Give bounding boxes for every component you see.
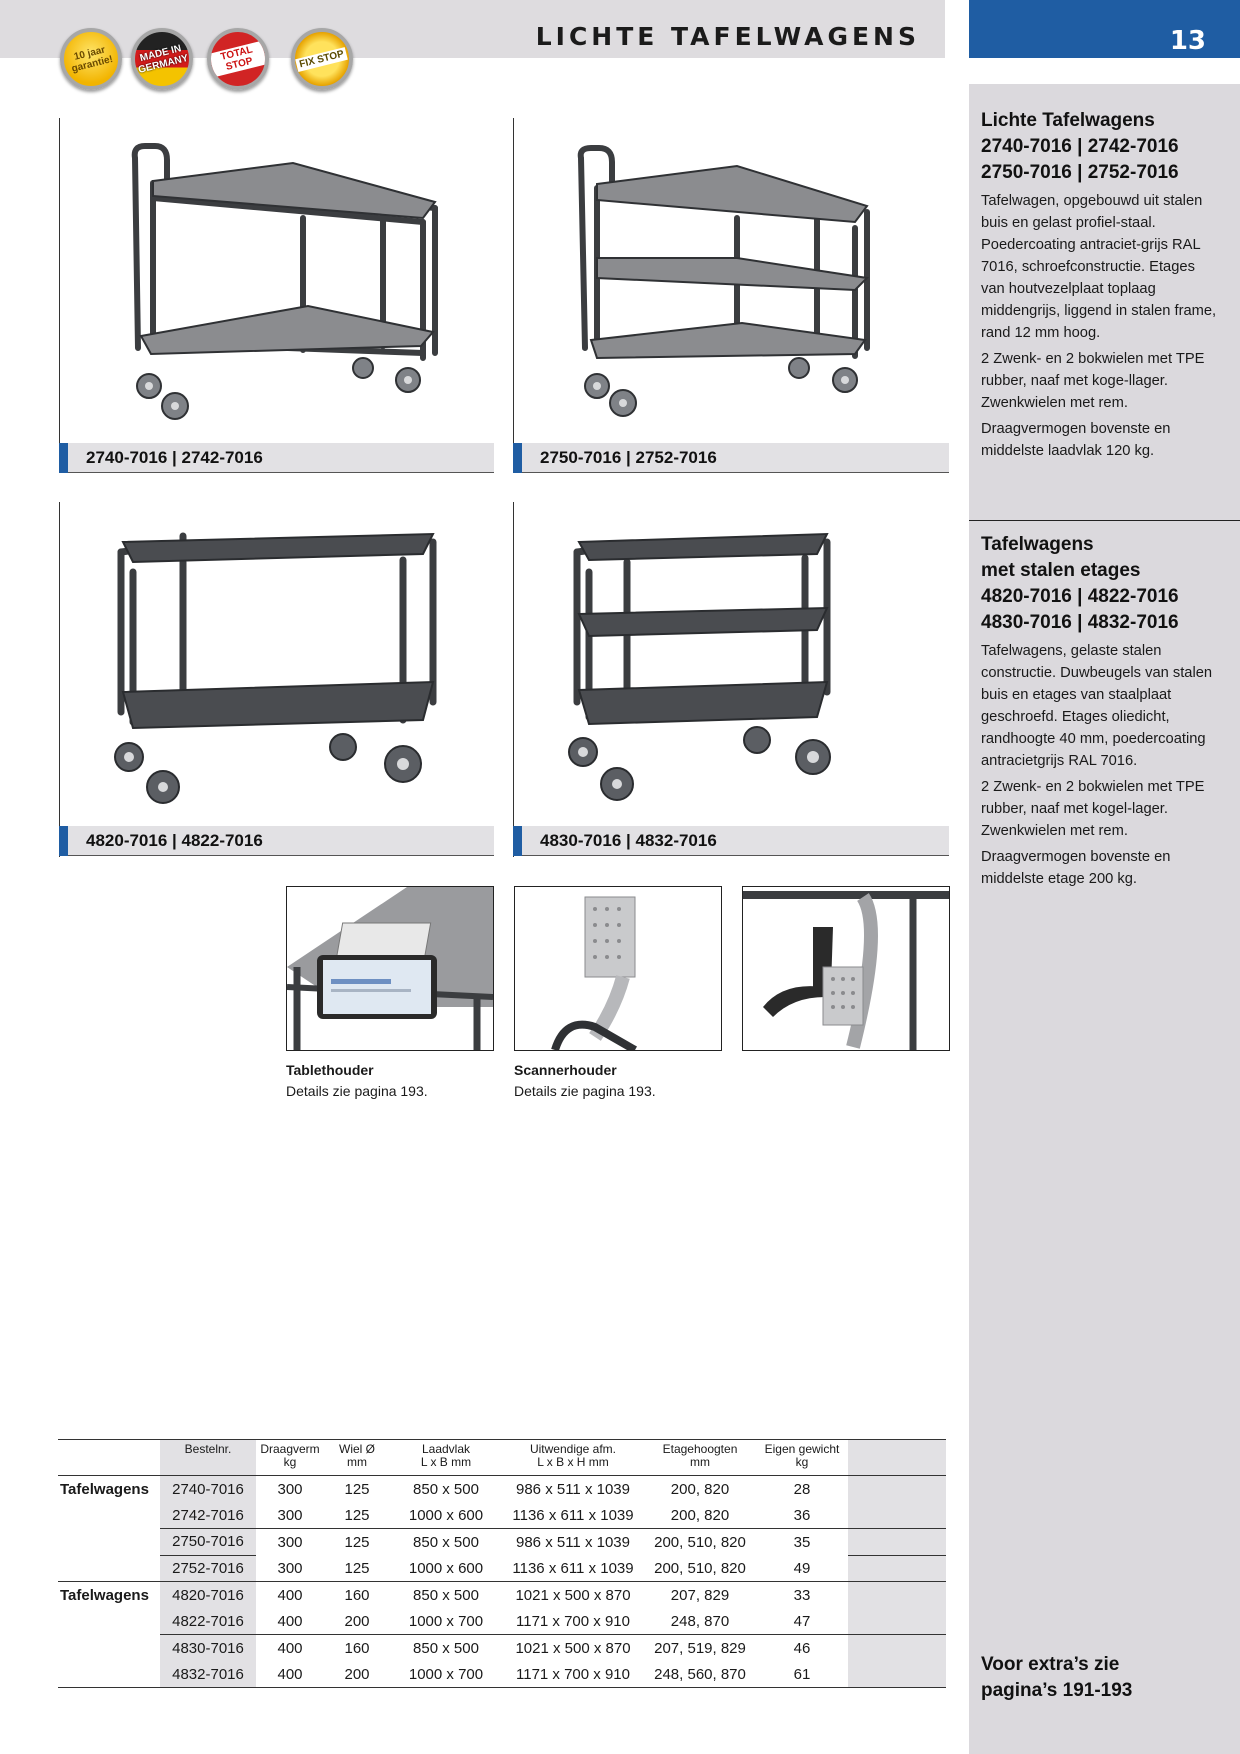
spec-sidebar xyxy=(969,84,1240,1754)
table-cell: 125 xyxy=(344,1480,370,1498)
table-cell-extra xyxy=(848,1608,946,1635)
header-label: Eigen gewicht xyxy=(764,1442,840,1456)
header-label: Draagverm xyxy=(260,1442,320,1456)
product-caption-bar xyxy=(513,443,949,473)
cart-three-tier-image xyxy=(517,118,949,438)
sidebar-heading-line: Tafelwagens xyxy=(981,534,1094,555)
table-cell: 1000 x 600 xyxy=(408,1506,484,1524)
total-stop-badge-icon xyxy=(207,28,269,90)
sidebar-heading-line: 2750-7016 | 2752-7016 xyxy=(981,162,1179,183)
sidebar-heading-line: 2740-7016 | 2742-7016 xyxy=(981,136,1179,157)
product-caption-bar xyxy=(59,443,494,473)
table-cell: 400 xyxy=(277,1612,303,1630)
table-group-label: Tafelwagens xyxy=(60,1480,149,1498)
table-cell: 2752-7016 xyxy=(160,1555,256,1582)
table-cell-extra xyxy=(848,1635,946,1662)
sidebar-heading xyxy=(981,108,1221,186)
badge-label: MADE IN GERMANY xyxy=(137,43,190,76)
table-cell-extra xyxy=(848,1582,946,1609)
table-cell: 207, 829 xyxy=(670,1586,730,1604)
footer-line: pagina’s 191-193 xyxy=(981,1680,1133,1701)
table-row xyxy=(58,1555,946,1582)
header-label: Etagehoogten xyxy=(662,1442,738,1456)
header-unit: mm xyxy=(347,1455,367,1469)
product-caption: 4820-7016 | 4822-7016 xyxy=(86,831,263,850)
table-row xyxy=(58,1476,946,1503)
sidebar-paragraph: Tafelwagen, opgebouwd uit stalen buis en gelast profiel-staal. Poedercoating antraciet-grijs RAL 7016, schroefconstructie. Etages van houtvezelplaat toplaag middengrijs, liggend in stalen frame, rand 12 mm hoog. xyxy=(981,193,1217,341)
sidebar-heading-line: 4820-7016 | 4822-7016 xyxy=(981,586,1179,607)
product-cell-4830 xyxy=(513,502,949,857)
page-number-box xyxy=(969,0,1240,58)
header-unit: kg xyxy=(283,1455,297,1469)
table-cell: 160 xyxy=(324,1635,390,1662)
page-number: 13 xyxy=(1169,26,1206,56)
made-in-germany-badge-icon xyxy=(131,28,193,90)
sidebar-section-steel-carts xyxy=(981,532,1221,890)
table-row xyxy=(58,1635,946,1662)
table-cell: 200, 820 xyxy=(670,1506,730,1524)
table-cell: 1000 x 700 xyxy=(390,1661,502,1688)
badge-label: 10 jaar garantie! xyxy=(70,44,115,75)
table-cell: 400 xyxy=(277,1586,303,1604)
scanner-holder-thumbnail xyxy=(514,886,722,1051)
table-header xyxy=(390,1440,502,1476)
table-cell: 300 xyxy=(277,1506,303,1524)
table-cell: 1171 x 700 x 910 xyxy=(516,1612,630,1630)
header-label: Uitwendige afm. xyxy=(529,1442,617,1456)
table-cell: 4820-7016 xyxy=(160,1582,256,1609)
product-caption: 2740-7016 | 2742-7016 xyxy=(86,448,263,467)
table-header xyxy=(160,1440,256,1476)
sidebar-heading-line: Lichte Tafelwagens xyxy=(981,110,1155,131)
table-cell: 200 xyxy=(324,1661,390,1688)
table-header-group xyxy=(58,1440,160,1476)
table-cell: 125 xyxy=(324,1529,390,1556)
cart-steel-three-tier-image xyxy=(517,502,949,822)
table-group-spacer xyxy=(58,1502,160,1529)
sidebar-heading-line: met stalen etages xyxy=(981,560,1141,581)
table-cell: 200 xyxy=(344,1612,370,1630)
table-cell: 4830-7016 xyxy=(160,1635,256,1662)
table-cell: 1021 x 500 x 870 xyxy=(502,1635,644,1662)
cart-two-tier-image xyxy=(63,118,494,438)
accessory-detail: Details zie pagina 193. xyxy=(286,1083,428,1099)
table-cell: 2750-7016 xyxy=(160,1529,256,1556)
sidebar-paragraph: Draagvermogen bovenste en middelste laadvlak 120 kg. xyxy=(981,421,1171,459)
table-header xyxy=(502,1440,644,1476)
table-cell: 850 x 500 xyxy=(390,1529,502,1556)
page-title: LICHTE TAFELWAGENS xyxy=(535,22,920,51)
footer-line: Voor extra’s zie xyxy=(981,1654,1120,1675)
scanner-detail-image xyxy=(743,887,949,1050)
sidebar-paragraph: 2 Zwenk- en 2 bokwielen met TPE rubber, naaf met koge-llager. Zwenkwielen met rem. xyxy=(981,351,1205,411)
table-row xyxy=(58,1608,946,1635)
table-cell: 248, 560, 870 xyxy=(644,1661,756,1688)
table-cell: 28 xyxy=(793,1480,811,1498)
table-header xyxy=(324,1440,390,1476)
table-cell: 1136 x 611 x 1039 xyxy=(512,1506,634,1524)
table-cell: 200, 510, 820 xyxy=(644,1555,756,1582)
sidebar-paragraph: Tafelwagens, gelaste stalen constructie. Duwbeugels van stalen buis en etages van staalplaat geschroefd. Etages oliedicht, randhoogte 40 mm, poedercoating antracietgrijs RAL 7016. xyxy=(981,643,1213,769)
sidebar-footer-note xyxy=(981,1652,1132,1704)
table-cell: 248, 870 xyxy=(670,1612,730,1630)
table-cell: 300 xyxy=(256,1555,324,1582)
table-cell-extra xyxy=(848,1476,946,1503)
header-label: Laadvlak xyxy=(421,1442,471,1456)
table-row xyxy=(58,1529,946,1556)
sidebar-heading-line: 4830-7016 | 4832-7016 xyxy=(981,612,1179,633)
product-cell-2750 xyxy=(513,118,949,473)
table-group-spacer xyxy=(58,1661,160,1688)
table-group-spacer xyxy=(58,1555,160,1582)
caption-marker xyxy=(513,826,522,856)
header-unit: kg xyxy=(795,1455,809,1469)
table-cell: 200, 820 xyxy=(670,1480,730,1498)
badge-label: FIX STOP xyxy=(295,46,348,71)
table-cell: 46 xyxy=(756,1635,848,1662)
table-cell: 49 xyxy=(756,1555,848,1582)
table-cell: 1136 x 611 x 1039 xyxy=(502,1555,644,1582)
warranty-badge-icon xyxy=(60,28,122,90)
scanner-holder-caption xyxy=(514,1060,734,1102)
sidebar-section-light-carts xyxy=(981,108,1221,462)
table-group-spacer xyxy=(58,1529,160,1556)
header-label: Bestelnr. xyxy=(184,1442,232,1456)
header-unit: mm xyxy=(690,1455,710,1469)
table-cell: 1000 x 600 xyxy=(390,1555,502,1582)
table-header xyxy=(756,1440,848,1476)
table-cell: 33 xyxy=(793,1586,811,1604)
cart-steel-two-tier-image xyxy=(63,502,494,822)
table-cell: 986 x 511 x 1039 xyxy=(502,1529,644,1556)
sidebar-paragraph: Draagvermogen bovenste en middelste etage 200 kg. xyxy=(981,849,1171,887)
accessory-title: Scannerhouder xyxy=(514,1062,617,1078)
table-header xyxy=(256,1440,324,1476)
scanner-holder-image xyxy=(515,887,721,1050)
table-cell: 986 x 511 x 1039 xyxy=(516,1480,630,1498)
table-cell-extra xyxy=(848,1502,946,1529)
sidebar-heading xyxy=(981,532,1221,636)
table-cell: 207, 519, 829 xyxy=(644,1635,756,1662)
caption-marker xyxy=(513,443,522,473)
sidebar-paragraph: 2 Zwenk- en 2 bokwielen met TPE rubber, naaf met kogel-lager. Zwenkwielen met rem. xyxy=(981,779,1205,839)
product-caption-bar xyxy=(513,826,949,856)
caption-marker xyxy=(59,443,68,473)
tablet-holder-thumbnail xyxy=(286,886,494,1051)
table-cell-extra xyxy=(848,1661,946,1688)
badge-label: TOTAL STOP xyxy=(209,41,267,77)
tablet-holder-image xyxy=(287,887,493,1050)
accessory-detail: Details zie pagina 193. xyxy=(514,1083,656,1099)
table-row xyxy=(58,1502,946,1529)
table-cell: 200, 510, 820 xyxy=(644,1529,756,1556)
table-cell-extra xyxy=(848,1555,946,1582)
table-group-spacer xyxy=(58,1635,160,1662)
caption-marker xyxy=(59,826,68,856)
table-cell: 61 xyxy=(756,1661,848,1688)
table-group-label: Tafelwagens xyxy=(60,1586,149,1604)
table-cell: 35 xyxy=(756,1529,848,1556)
product-caption-bar xyxy=(59,826,494,856)
table-row xyxy=(58,1582,946,1609)
table-cell: 400 xyxy=(256,1635,324,1662)
table-header-row xyxy=(58,1440,946,1476)
table-cell: 400 xyxy=(256,1661,324,1688)
sidebar-divider xyxy=(969,520,1240,521)
spec-table xyxy=(58,1439,946,1688)
table-cell: 4822-7016 xyxy=(160,1608,256,1635)
table-group-spacer xyxy=(58,1608,160,1635)
product-cell-2740 xyxy=(59,118,494,473)
table-cell: 2742-7016 xyxy=(160,1502,256,1529)
table-header-extra xyxy=(848,1440,946,1476)
table-cell: 850 x 500 xyxy=(413,1586,479,1604)
table-cell: 36 xyxy=(793,1506,811,1524)
table-cell: 1021 x 500 x 870 xyxy=(515,1586,631,1604)
product-caption: 2750-7016 | 2752-7016 xyxy=(540,448,717,467)
table-cell: 4832-7016 xyxy=(160,1661,256,1688)
product-cell-4820 xyxy=(59,502,494,857)
table-cell: 1000 x 700 xyxy=(408,1612,484,1630)
product-caption: 4830-7016 | 4832-7016 xyxy=(540,831,717,850)
table-cell: 160 xyxy=(344,1586,370,1604)
table-header xyxy=(644,1440,756,1476)
table-cell-extra xyxy=(848,1529,946,1556)
table-cell: 2740-7016 xyxy=(160,1476,256,1503)
header-unit: L x B x H mm xyxy=(537,1455,609,1469)
accessory-title: Tablethouder xyxy=(286,1062,374,1078)
table-cell: 300 xyxy=(256,1529,324,1556)
table-cell: 850 x 500 xyxy=(390,1635,502,1662)
table-row xyxy=(58,1661,946,1688)
scanner-detail-thumbnail xyxy=(742,886,950,1051)
table-cell: 47 xyxy=(793,1612,811,1630)
header-label: Wiel Ø xyxy=(339,1442,375,1456)
table-cell: 850 x 500 xyxy=(413,1480,479,1498)
table-cell: 125 xyxy=(344,1506,370,1524)
table-cell: 300 xyxy=(277,1480,303,1498)
tablet-holder-caption xyxy=(286,1060,506,1102)
fix-stop-badge-icon xyxy=(291,28,353,90)
table-cell: 1171 x 700 x 910 xyxy=(502,1661,644,1688)
header-unit: L x B mm xyxy=(420,1455,472,1469)
table-cell: 125 xyxy=(324,1555,390,1582)
